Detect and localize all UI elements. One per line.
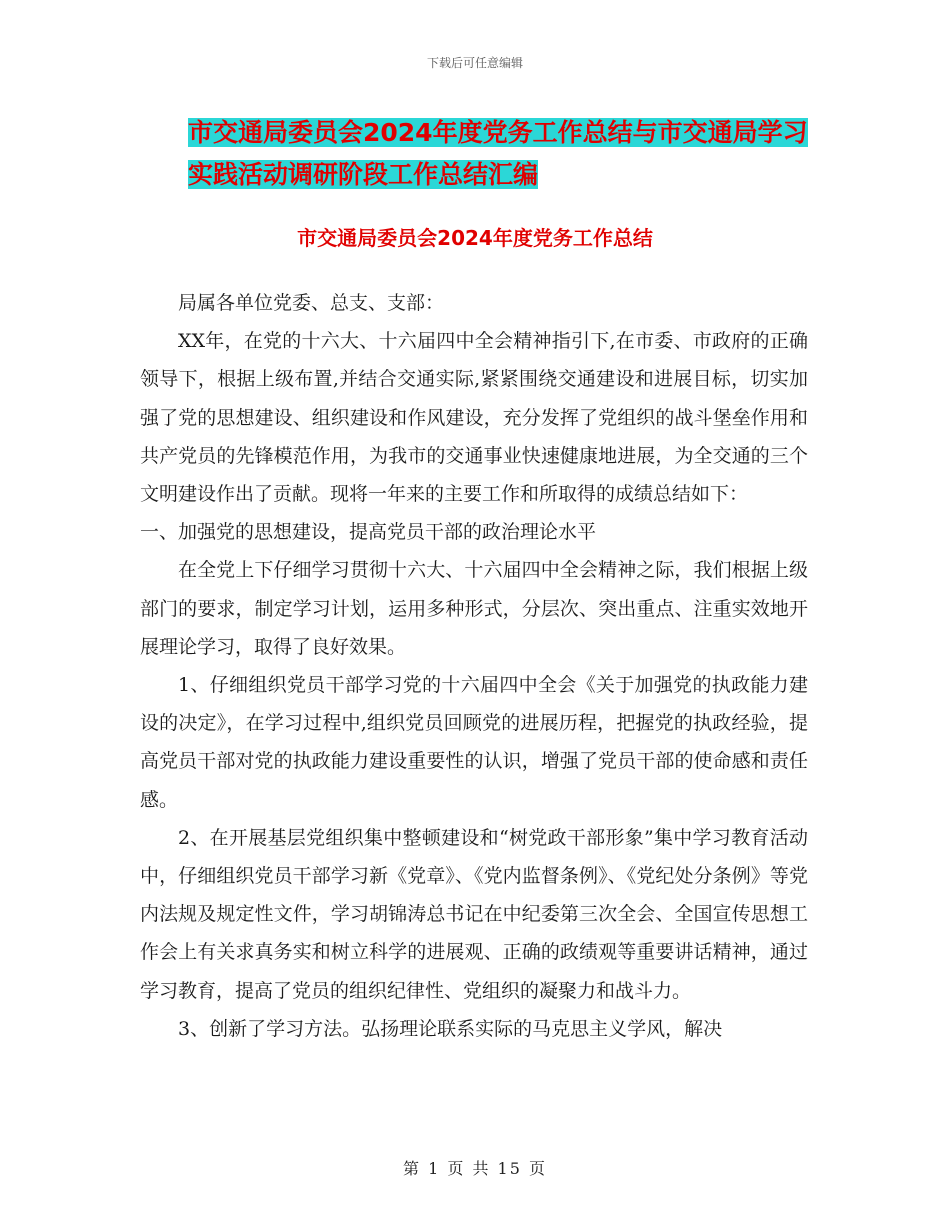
paragraph: XX年，在党的十六大、十六届四中全会精神指引下,在市委、市政府的正确领导下，根据上级布置,并结合交通实际,紧紧围绕交通建设和进展目标，切实加强了党的思想建设、组织建设和作风建设，充分发挥了党组织的战斗堡垒作用和共产党员的先锋模范作用，为我市的交通事业快速健康地进展，为全交通的三个文明建设作出了贡献。现将一年来的主要工作和所取得的成绩总结如下： — [140, 330, 808, 506]
sub-title: 市交通局委员会2024年度党务工作总结 — [297, 226, 653, 250]
main-title-text: 市交通局委员会2024年度党务工作总结与市交通局学习实践活动调研阶段工作总结汇编 — [188, 118, 808, 189]
paragraph: 1、仔细组织党员干部学习党的十六届四中全会《关于加强党的执政能力建设的决定》，在学习过程中,组织党员回顾党的进展历程，把握党的执政经验，提高党员干部对党的执政能力建设重要性的认识，增强了党员干部的使命感和责任感。 — [140, 674, 808, 811]
body-text — [140, 284, 808, 1048]
paragraph: 3、创新了学习方法。弘扬理论联系实际的马克思主义学风，解决 — [178, 1017, 723, 1040]
paragraph: 局属各单位党委、总支、支部： — [178, 292, 445, 314]
paragraph: 2、在开展基层党组织集中整顿建设和“树党政干部形象”集中学习教育活动中，仔细组织党员干部学习新《党章》、《党内监督条例》、《党纪处分条例》等党内法规及规定性文件，学习胡锦涛总书记在中纪委第三次全会、全国宣传思想工作会上有关求真务实和树立科学的进展观、正确的政绩观等重要讲话精神，通过学习教育，提高了党员的组织纪律性、党组织的凝聚力和战斗力。 — [140, 826, 808, 1002]
main-title — [188, 112, 828, 196]
header-note: 下载后可任意编辑 — [426, 56, 523, 70]
page-footer: 第 1 页 共 15 页 — [403, 1159, 547, 1178]
paragraph: 在全党上下仔细学习贯彻十六大、十六届四中全会精神之际，我们根据上级部门的要求，制定学习计划，运用多种形式，分层次、突出重点、注重实效地开展理论学习，取得了良好效果。 — [140, 559, 808, 658]
section-heading: 一、加强党的思想建设，提高党员干部的政治理论水平 — [140, 521, 597, 544]
